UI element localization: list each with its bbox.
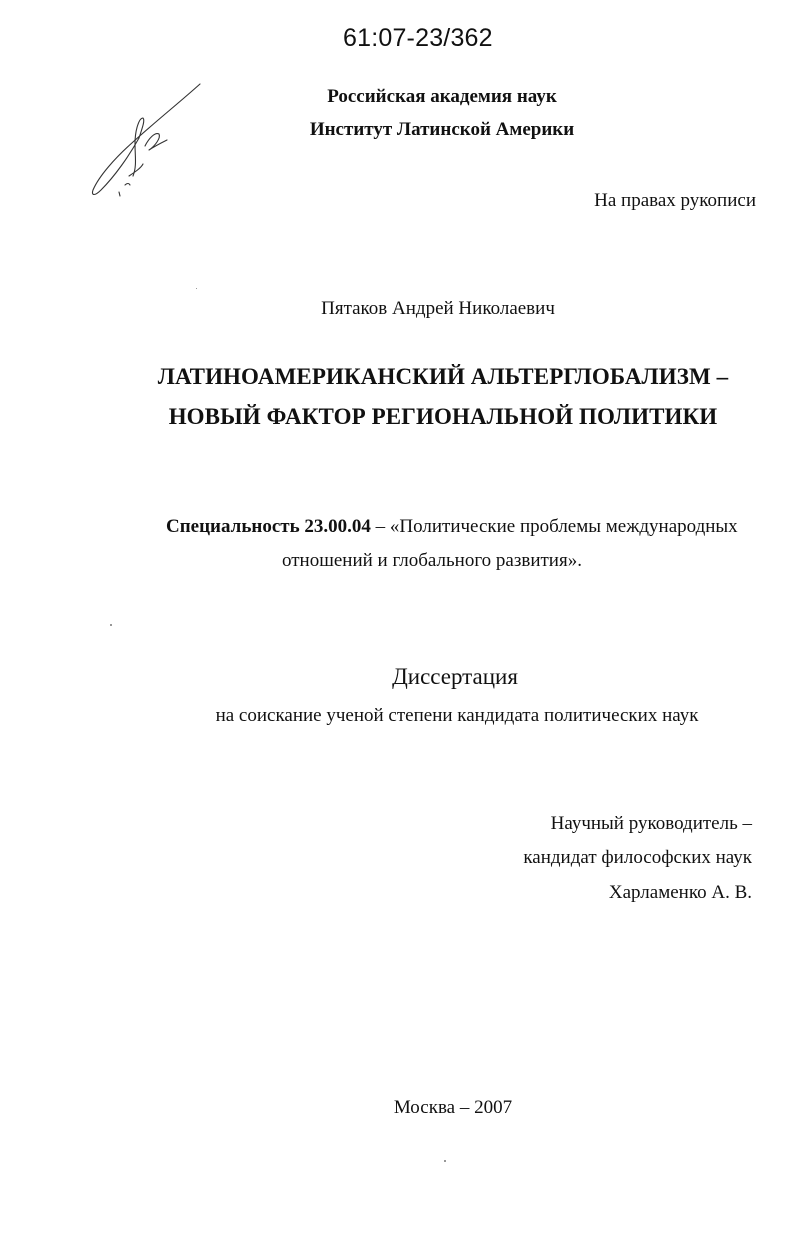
thesis-title-line-2: НОВЫЙ ФАКТОР РЕГИОНАЛЬНОЙ ПОЛИТИКИ [168, 404, 718, 429]
scan-speck [444, 1160, 446, 1162]
catalog-number: 61:07-23/362 [343, 24, 493, 52]
city-year: Москва – 2007 [393, 1097, 513, 1118]
dissertation-title: Диссертация [392, 664, 518, 689]
specialty-line-1 [166, 516, 738, 538]
author-name: Пятаков Андрей Николаевич [321, 298, 555, 319]
scan-speck [196, 288, 197, 289]
scan-speck [110, 624, 112, 626]
rights-note: На правах рукописи [594, 190, 756, 211]
specialty-label: Специальность 23.00.04 [166, 516, 371, 537]
dissertation-subtitle: на соискание ученой степени кандидата политических наук [215, 705, 699, 726]
thesis-title-line-1: ЛАТИНОАМЕРИКАНСКИЙ АЛЬТЕРГЛОБАЛИЗМ – [157, 364, 729, 389]
institute-name: Институт Латинской Америки [309, 119, 575, 140]
specialty-text: – «Политические проблемы международных [370, 516, 738, 537]
specialty-line-2: отношений и глобального развития». [282, 550, 582, 571]
supervisor-degree: кандидат философских наук [523, 847, 752, 868]
supervisor-role: Научный руководитель – [550, 813, 752, 834]
supervisor-name: Харламенко А. В. [608, 882, 752, 903]
organization-name: Российская академия наук [327, 86, 557, 107]
